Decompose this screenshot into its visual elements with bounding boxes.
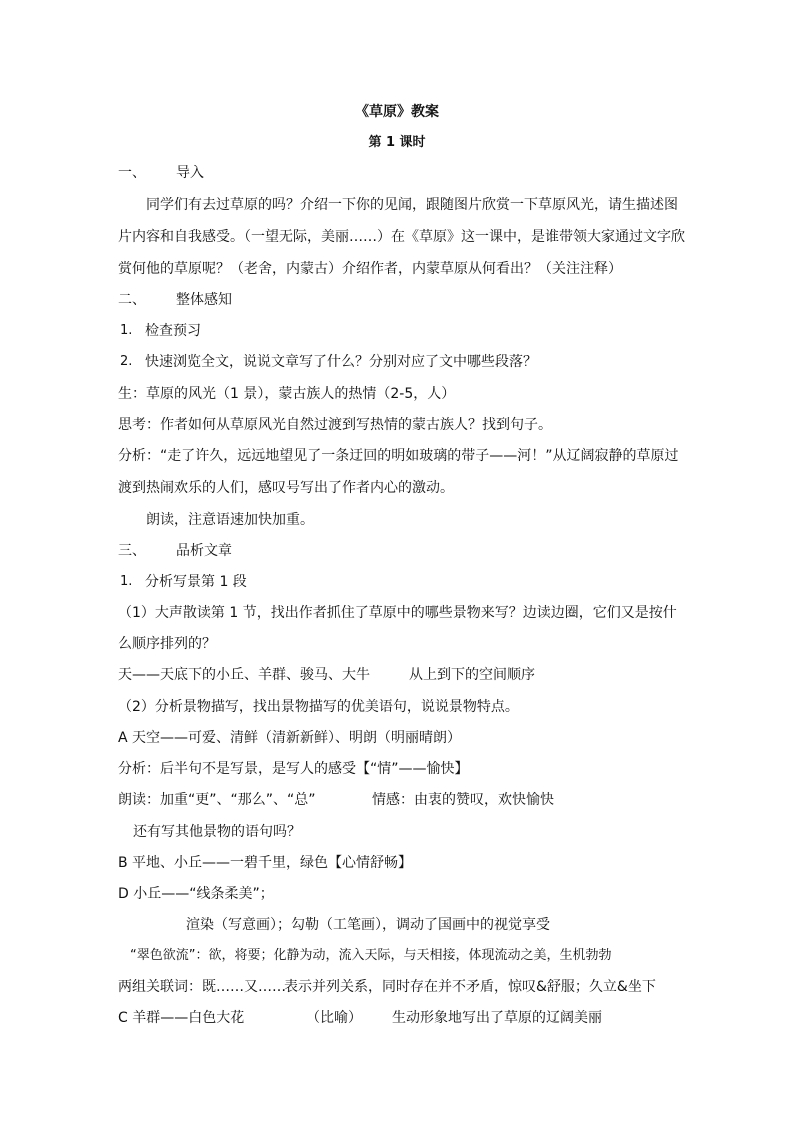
emotion-note: 情感：由衷的赞叹，欢快愉快 [372,792,554,808]
section-3-title: 品析文章 [176,543,232,559]
question-1-line-1: （1）大声散读第 1 节，找出作者抓住了草原中的哪些景物来写？边读边圈，它们又是按什 [118,605,677,621]
painting-technique-note: 渲染（写意画）；勾勒（工笔画），调动了国画中的视觉享受 [186,917,550,933]
sheep-description: C 羊群——白色大花 [118,1010,245,1026]
section-2-title: 整体感知 [176,292,232,308]
section-1-title: 导入 [176,165,204,181]
sub-item-1-number: 1. [120,574,133,589]
intro-paragraph-line-2: 片内容和自我感受。（一望无际，美丽……）在《草原》这一课中，是谁带领大家通过文字欣 [118,229,685,245]
other-scenery-question: 还有写其他景物的语句吗？ [133,824,301,840]
item-2-text: 快速浏览全文，说说文章写了什么？分别对应了文中哪些段落？ [145,354,537,370]
metaphor-label: （比喻） [306,1010,362,1026]
question-1-line-2: 么顺序排列的？ [118,636,216,652]
analysis-1-line-1: 分析：“走了许久，远远地望见了一条迂回的明如玻璃的带子——河！”从辽阔寂静的草原过 [118,448,679,464]
conjunctions-label: 两组关联词：既……又…… [118,979,286,995]
section-2-number: 二、 [118,292,146,308]
sky-description: A 天空——可爱、清鲜（清新新鲜）、明朗（明丽晴朗） [118,730,462,746]
item-1-text: 检查预习 [145,323,201,339]
analysis-1-line-2: 渡到热闹欢乐的人们，感叹号写出了作者内心的激动。 [118,480,454,496]
thinking-question: 思考：作者如何从草原风光自然过渡到写热情的蒙古族人？找到句子。 [118,417,552,433]
scenery-order-type: 从上到下的空间顺序 [409,667,535,683]
item-1-number: 1. [120,323,133,338]
intro-paragraph-line-3: 赏何他的草原呢？（老舍，内蒙古）介绍作者，内蒙草原从何看出？（关注注释） [118,261,622,277]
student-answer: 生：草原的风光（1 景），蒙古族人的热情（2-5，人） [118,386,456,402]
reading-note-1: 朗读，注意语速加快加重。 [146,512,314,528]
doc-subtitle: 第 1 课时 [368,135,426,150]
green-flow-analysis: “翠色欲流”：欲，将要；化静为动，流入天际，与天相接，体现流动之美，生机勃勃 [130,948,612,963]
plain-description: B 平地、小丘——一碧千里，绿色【心情舒畅】 [118,855,413,871]
sub-item-1-text: 分析写景第 1 段 [145,574,247,590]
scenery-order-list: 天——天底下的小丘、羊群、骏马、大牛 [118,667,370,683]
analysis-2: 分析：后半句不是写景，是写人的感受【“情”——愉快】 [118,761,469,777]
intro-paragraph-line-1: 同学们有去过草原的吗？介绍一下你的见闻，跟随图片欣赏一下草原风光，请生描述图 [146,197,678,213]
question-2: （2）分析景物描写，找出景物描写的优美语句，说说景物特点。 [118,699,519,715]
sheep-effect: 生动形象地写出了草原的辽阔美丽 [392,1010,602,1026]
section-3-number: 三、 [118,543,146,559]
section-1-number: 一、 [118,165,146,181]
doc-title: 《草原》教案 [355,104,439,120]
conjunctions-explanation: 表示并列关系，同时存在并不矛盾，惊叹&舒服；久立&坐下 [284,979,656,995]
reading-note-2: 朗读：加重“更”、“那么”、“总” [118,792,316,808]
item-2-number: 2. [120,354,133,369]
hill-description: D 小丘——“线条柔美”； [118,886,274,902]
